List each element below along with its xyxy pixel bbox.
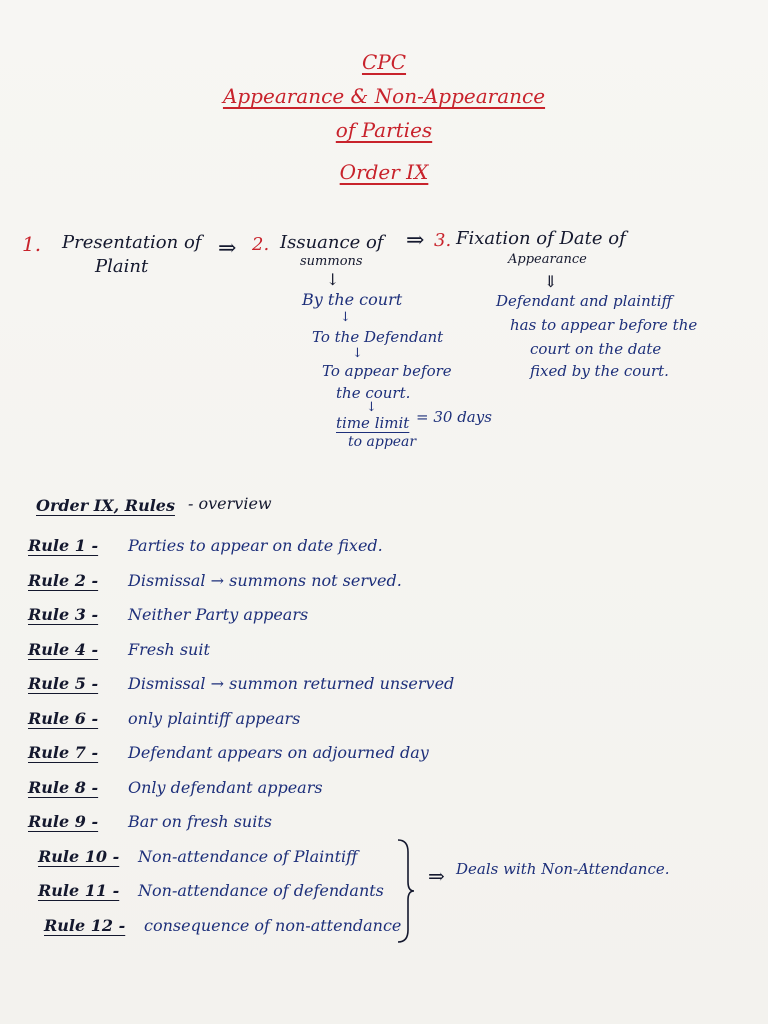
time-limit-label: time limit (336, 414, 410, 432)
arrow-step2-step3: ⇒ (406, 228, 425, 253)
rule-label: Rule 7 - (28, 743, 99, 762)
rule-row (28, 778, 748, 806)
summons-chain-4: the court. (336, 384, 411, 402)
group-note: Deals with Non-Attendance. (456, 860, 670, 878)
group-arrow: ⇒ (428, 864, 445, 888)
rule-description: Bar on fresh suits (128, 812, 272, 831)
rule-label: Rule 8 - (28, 777, 99, 797)
summons-chain-arrow-1: ↓ (340, 310, 351, 325)
step2-number: 2. (252, 234, 270, 255)
summons-chain-2: To the Defendant (312, 328, 444, 346)
rule-row (28, 812, 748, 840)
time-limit-value: = 30 days (416, 408, 492, 426)
step1-text: Presentation of (62, 232, 202, 253)
rule-row (28, 605, 748, 633)
rules-group-brace (396, 838, 416, 944)
overview-title: Order IX, Rules (36, 496, 175, 515)
rule-row (28, 743, 748, 771)
rule-description: Non-attendance of defendants (138, 881, 384, 900)
rule-description: only plaintiff appears (128, 708, 301, 728)
appearance-note-1: Defendant and plaintiff (496, 292, 673, 310)
rule-label: Rule 2 - (28, 570, 99, 590)
rule-label: Rule 6 - (28, 708, 99, 728)
step2-subtext: summons (300, 254, 363, 269)
step1-text-line2: Plaint (95, 256, 149, 277)
rule-description: Parties to appear on date fixed. (128, 536, 383, 555)
summons-chain-1: By the court (302, 290, 403, 309)
topic-title: Appearance & Non-Appearance (222, 84, 546, 108)
rule-row (28, 571, 748, 599)
summons-chain-3: To appear before (322, 362, 452, 380)
rule-description: Dismissal → summons not served. (128, 570, 402, 590)
rule-label: Rule 12 - (44, 915, 126, 935)
step1-number: 1. (22, 232, 42, 256)
rule-row (28, 536, 748, 564)
subject-title: CPC (361, 50, 407, 74)
rule-row (28, 709, 748, 737)
rule-description: Non-attendance of Plaintiff (138, 846, 358, 866)
rule-description: consequence of non-attendance (144, 915, 402, 935)
rule-row (28, 640, 748, 668)
rule-description: Neither Party appears (128, 605, 309, 624)
summons-chain-arrow-3: ↓ (366, 400, 377, 415)
rule-row (28, 674, 748, 702)
overview-title-suffix: - overview (188, 494, 272, 513)
appearance-note-3: court on the date (530, 340, 662, 358)
appearance-down-arrow: ⇓ (544, 272, 558, 291)
rule-label: Rule 9 - (28, 812, 99, 831)
rule-label: Rule 5 - (28, 674, 99, 693)
rule-label: Rule 11 - (38, 881, 120, 900)
rule-description: Defendant appears on adjourned day (128, 743, 429, 762)
step3-subtext: Appearance (508, 252, 587, 267)
step2-text: Issuance of (280, 232, 384, 253)
time-limit-sub: to appear (348, 434, 417, 450)
appearance-note-2: has to appear before the (510, 316, 698, 334)
appearance-note-4: fixed by the court. (530, 362, 669, 380)
step3-number: 3. (434, 230, 452, 251)
rule-label: Rule 3 - (28, 605, 99, 624)
rule-description: Dismissal → summon returned unserved (128, 674, 455, 693)
order-title: Order IX (339, 160, 429, 184)
rule-label: Rule 1 - (28, 536, 99, 555)
topic-title-line2: of Parties (335, 118, 433, 142)
rule-description: Fresh suit (128, 639, 210, 659)
rule-label: Rule 10 - (38, 846, 120, 866)
rule-description: Only defendant appears (128, 777, 323, 797)
arrow-step1-step2: ⇒ (218, 236, 237, 261)
summons-chain-arrow-2: ↓ (352, 346, 363, 361)
summons-down-arrow: ↓ (326, 270, 340, 289)
rule-label: Rule 4 - (28, 639, 99, 659)
step3-text: Fixation of Date of (456, 228, 626, 249)
